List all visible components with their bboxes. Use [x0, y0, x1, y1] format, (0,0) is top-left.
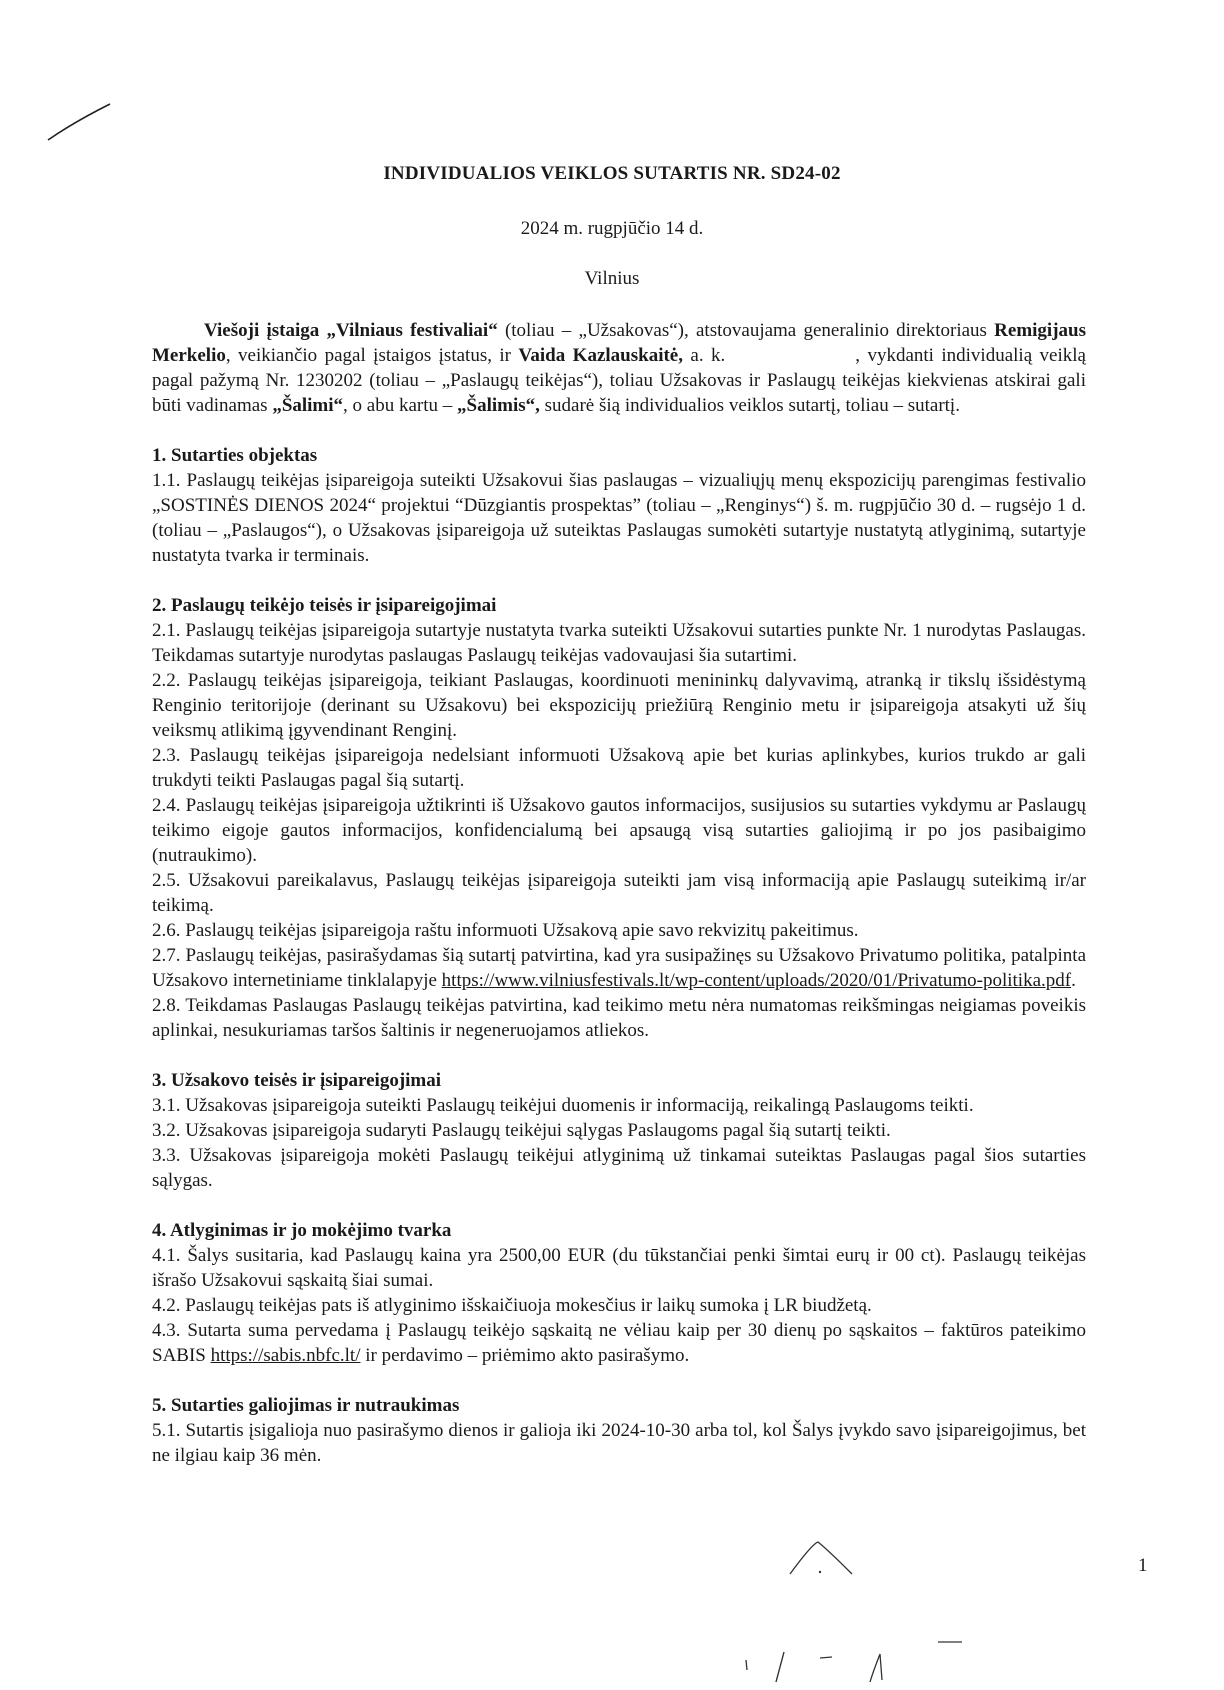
clause-4-2: 4.2. Paslaugų teikėjas pats iš atlyginimo išskaičiuoja mokesčius ir laikų sumoka į LR biudžetą. [152, 1295, 872, 1316]
clause-2-6: 2.6. Paslaugų teikėjas įsipareigoja raštu informuoti Užsakovą apie savo rekvizitų pakeitimus. [152, 920, 859, 941]
clause-4-3 [152, 1318, 1086, 1368]
privacy-policy-link[interactable]: https://www.vilniusfestivals.lt/wp-content/uploads/2020/01/Privatumo-politika.pdf [441, 970, 1072, 991]
document-title: INDIVIDUALIOS VEIKLOS SUTARTIS NR. SD24-02 [383, 163, 841, 184]
clause-2-7 [152, 943, 1086, 993]
initials-mark [786, 1538, 858, 1578]
provider-name: Vaida Kazlauskaitė, [518, 345, 683, 366]
intro-text: (toliau – „Užsakovas“), atstovaujama generalinio direktoriaus [497, 320, 995, 341]
page-number: 1 [1138, 1555, 1148, 1576]
signature-marks [740, 1630, 980, 1685]
intro-text: a. k. [682, 345, 726, 366]
section-4 [152, 1218, 1086, 1368]
section-heading: 5. Sutarties galiojimas ir nutraukimas [152, 1395, 460, 1416]
clause-2-3: 2.3. Paslaugų teikėjas įsipareigoja nedelsiant informuoti Užsakovą apie bet kurias aplinkybes, kurios trukdo ar gali trukdyti teikti Paslaugas pagal šią sutartį. [152, 745, 1086, 791]
section-heading: 4. Atlyginimas ir jo mokėjimo tvarka [152, 1220, 452, 1241]
director-name: Remigijaus Merkelio [152, 320, 1086, 366]
section-5 [152, 1393, 1086, 1468]
intro-text: , vykdanti individualią veiklą pagal pažymą Nr. 1230202 (toliau – „Paslaugų teikėjas“), toliau Užsakovas ir Paslaugų teikėjas kiekvienas atskirai gali būti vadinamas [152, 345, 1086, 416]
clause-text: 4.3. Sutarta suma pervedama į Paslaugų teikėjo sąskaitą ne vėliau kaip per 30 dienų po sąskaitos – faktūros pateikimo SABIS [152, 1320, 1086, 1366]
parties-term: „Šalimis“, [457, 395, 540, 416]
customer-name: Viešoji įstaiga „Vilniaus festivaliai“ [204, 320, 498, 341]
intro-text: sudarė šią individualios veiklos sutartį, toliau – sutartį. [539, 395, 960, 416]
pen-mark [44, 100, 114, 145]
clause-4-1: 4.1. Šalys susitaria, kad Paslaugų kaina yra 2500,00 EUR (du tūkstančiai penki šimtai eurų ir 00 ct). Paslaugų teikėjas išrašo Užsakovui sąskaitą šiai sumai. [152, 1245, 1086, 1291]
clause-2-8: 2.8. Teikdamas Paslaugas Paslaugų teikėjas patvirtina, kad teikimo metu nėra numatomas reikšmingas neigiamas poveikis aplinkai, nesukuriamas taršos šaltinis ir negeneruojamos atliekos. [152, 995, 1086, 1041]
clause-5-1: 5.1. Sutartis įsigalioja nuo pasirašymo dienos ir galioja iki 2024-10-30 arba tol, kol Šalys įvykdo savo įsipareigojimus, bet ne ilgiau kaip 36 mėn. [152, 1420, 1086, 1466]
section-2 [152, 593, 1086, 1043]
clause-1-1: 1.1. Paslaugų teikėjas įsipareigoja suteikti Užsakovui šias paslaugas – vizualiųjų menų ekspozicijų parengimas festivalio „SOSTINĖS DIENOS 2024“ projektui “Dūzgiantis prospektas” (toliau – „Renginys“) š. m. rugpjūčio 30 d. – rugsėjo 1 d. (toliau – „Paslaugos“), o Užsakovas įsipareigoja už suteiktas Paslaugas sumokėti sutartyje nustatytą atlyginimą, sutartyje nustatyta tvarka ir terminais. [152, 470, 1086, 566]
clause-3-2: 3.2. Užsakovas įsipareigoja sudaryti Paslaugų teikėjui sąlygas Paslaugoms pagal šią sutartį teikti. [152, 1120, 891, 1141]
sabis-link[interactable]: https://sabis.nbfc.lt/ [210, 1345, 361, 1366]
document-date: 2024 m. rugpjūčio 14 d. [520, 218, 704, 239]
clause-text: 2.7. Paslaugų teikėjas, pasirašydamas šią sutartį patvirtina, kad yra susipažinęs su Užsakovo Privatumo politika, patalpinta Užsakovo internetiniame tinklalapyje [152, 945, 1086, 991]
contract-body [152, 318, 1086, 1468]
party-term: „Šalimi“ [272, 395, 344, 416]
clause-3-1: 3.1. Užsakovas įsipareigoja suteikti Paslaugų teikėjui duomenis ir informaciją, reikalingą Paslaugoms teikti. [152, 1095, 974, 1116]
section-heading: 3. Užsakovo teisės ir įsipareigojimai [152, 1070, 442, 1091]
intro-paragraph [152, 318, 1086, 418]
clause-2-1: 2.1. Paslaugų teikėjas įsipareigoja sutartyje nustatyta tvarka suteikti Užsakovui sutarties punkte Nr. 1 nurodytas Paslaugas. Teikdamas sutartyje nurodytas paslaugas Paslaugų teikėjas vadovaujasi šia sutartimi. [152, 620, 1086, 666]
clause-text: ir perdavimo – priėmimo akto pasirašymo. [360, 1345, 690, 1366]
document-city: Vilnius [584, 268, 640, 289]
section-3 [152, 1068, 1086, 1193]
intro-text: , veikiančio pagal įstaigos įstatus, ir [225, 345, 519, 366]
clause-2-2: 2.2. Paslaugų teikėjas įsipareigoja, teikiant Paslaugas, koordinuoti menininkų dalyvavimą, atranką ir tikslų išsidėstymą Renginio teritorijoje (derinant su Užsakovu) bei ekspozicijų priežiūrą Renginio metu ir įsipareigoja atsakyti už šių veiksmų atlikimą įgyvendinant Renginį. [152, 670, 1086, 741]
section-heading: 1. Sutarties objektas [152, 445, 318, 466]
clause-text: . [1071, 970, 1076, 991]
section-1 [152, 443, 1086, 568]
section-heading: 2. Paslaugų teikėjo teisės ir įsipareigojimai [152, 595, 497, 616]
clause-2-5: 2.5. Užsakovui pareikalavus, Paslaugų teikėjas įsipareigoja suteikti jam visą informaciją apie Paslaugų suteikimą ir/ar teikimą. [152, 870, 1086, 916]
clause-2-4: 2.4. Paslaugų teikėjas įsipareigoja užtikrinti iš Užsakovo gautos informacijos, susijusios su sutarties vykdymu ar Paslaugų teikimo eigoje gautos informacijos, konfidencialumą bei apsaugą visą sutarties galiojimą ir po jos pasibaigimo (nutraukimo). [152, 795, 1086, 866]
clause-3-3: 3.3. Užsakovas įsipareigoja mokėti Paslaugų teikėjui atlyginimą už tinkamai suteiktas Paslaugas pagal šios sutarties sąlygas. [152, 1145, 1086, 1191]
intro-text: , o abu kartu – [343, 395, 458, 416]
